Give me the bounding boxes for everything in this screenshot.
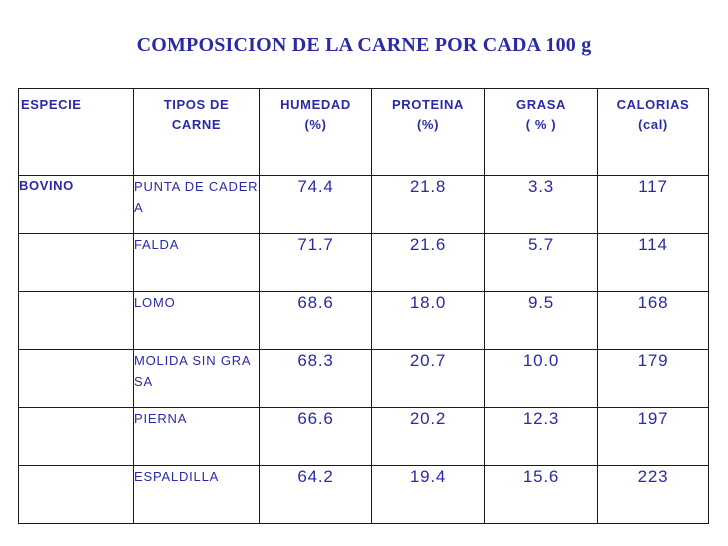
cell-humedad: 64.2 (260, 466, 372, 524)
cell-proteina: 21.6 (372, 234, 485, 292)
cell-grasa: 5.7 (485, 234, 598, 292)
header-calorias-line2: (cal) (638, 117, 668, 132)
header-grasa (485, 89, 598, 176)
page-title: COMPOSICION DE LA CARNE POR CADA 100 g (136, 34, 592, 56)
cell-proteina: 20.7 (372, 350, 485, 408)
composition-table (18, 88, 709, 524)
header-humedad (260, 89, 372, 176)
cell-grasa: 9.5 (485, 292, 598, 350)
cell-calorias: 197 (598, 408, 709, 466)
header-especie (19, 89, 134, 176)
header-proteina-line2: (%) (416, 117, 440, 132)
cell-tipo: PIERNA (134, 408, 260, 466)
cell-proteina: 19.4 (372, 466, 485, 524)
cell-especie (19, 234, 134, 292)
cell-especie (19, 350, 134, 408)
cell-tipo: PUNTA DE CADERA (134, 176, 260, 234)
header-proteina-line1: PROTEINA (392, 97, 464, 112)
cell-tipo: MOLIDA SIN GRASA (134, 350, 260, 408)
header-tipos-line2: CARNE (171, 117, 222, 132)
cell-humedad: 68.6 (260, 292, 372, 350)
table-row (19, 234, 709, 292)
header-calorias-line1: CALORIAS (616, 97, 690, 112)
cell-proteina: 18.0 (372, 292, 485, 350)
header-humedad-line2: (%) (304, 117, 327, 132)
cell-especie: BOVINO (19, 176, 134, 234)
cell-proteina: 20.2 (372, 408, 485, 466)
header-tipos-line1: TIPOS DE (163, 97, 230, 112)
cell-humedad: 68.3 (260, 350, 372, 408)
cell-calorias: 117 (598, 176, 709, 234)
header-humedad-line1: HUMEDAD (280, 97, 351, 112)
header-grasa-line2: ( % ) (525, 117, 557, 132)
cell-proteina: 21.8 (372, 176, 485, 234)
cell-calorias: 114 (598, 234, 709, 292)
header-especie-label: ESPECIE (21, 97, 82, 112)
cell-calorias: 223 (598, 466, 709, 524)
cell-calorias: 168 (598, 292, 709, 350)
cell-grasa: 3.3 (485, 176, 598, 234)
header-calorias (598, 89, 709, 176)
table-row (19, 350, 709, 408)
header-proteina (372, 89, 485, 176)
table-row (19, 408, 709, 466)
cell-grasa: 10.0 (485, 350, 598, 408)
cell-tipo: ESPALDILLA (134, 466, 260, 524)
cell-humedad: 74.4 (260, 176, 372, 234)
header-tipos (134, 89, 260, 176)
header-grasa-line1: GRASA (516, 97, 566, 112)
table-row (19, 292, 709, 350)
cell-humedad: 66.6 (260, 408, 372, 466)
cell-calorias: 179 (598, 350, 709, 408)
cell-humedad: 71.7 (260, 234, 372, 292)
table-row (19, 466, 709, 524)
cell-grasa: 15.6 (485, 466, 598, 524)
cell-tipo: LOMO (134, 292, 260, 350)
cell-especie (19, 466, 134, 524)
cell-especie (19, 292, 134, 350)
table-row (19, 176, 709, 234)
header-row (19, 89, 709, 176)
cell-tipo: FALDA (134, 234, 260, 292)
cell-grasa: 12.3 (485, 408, 598, 466)
cell-especie (19, 408, 134, 466)
